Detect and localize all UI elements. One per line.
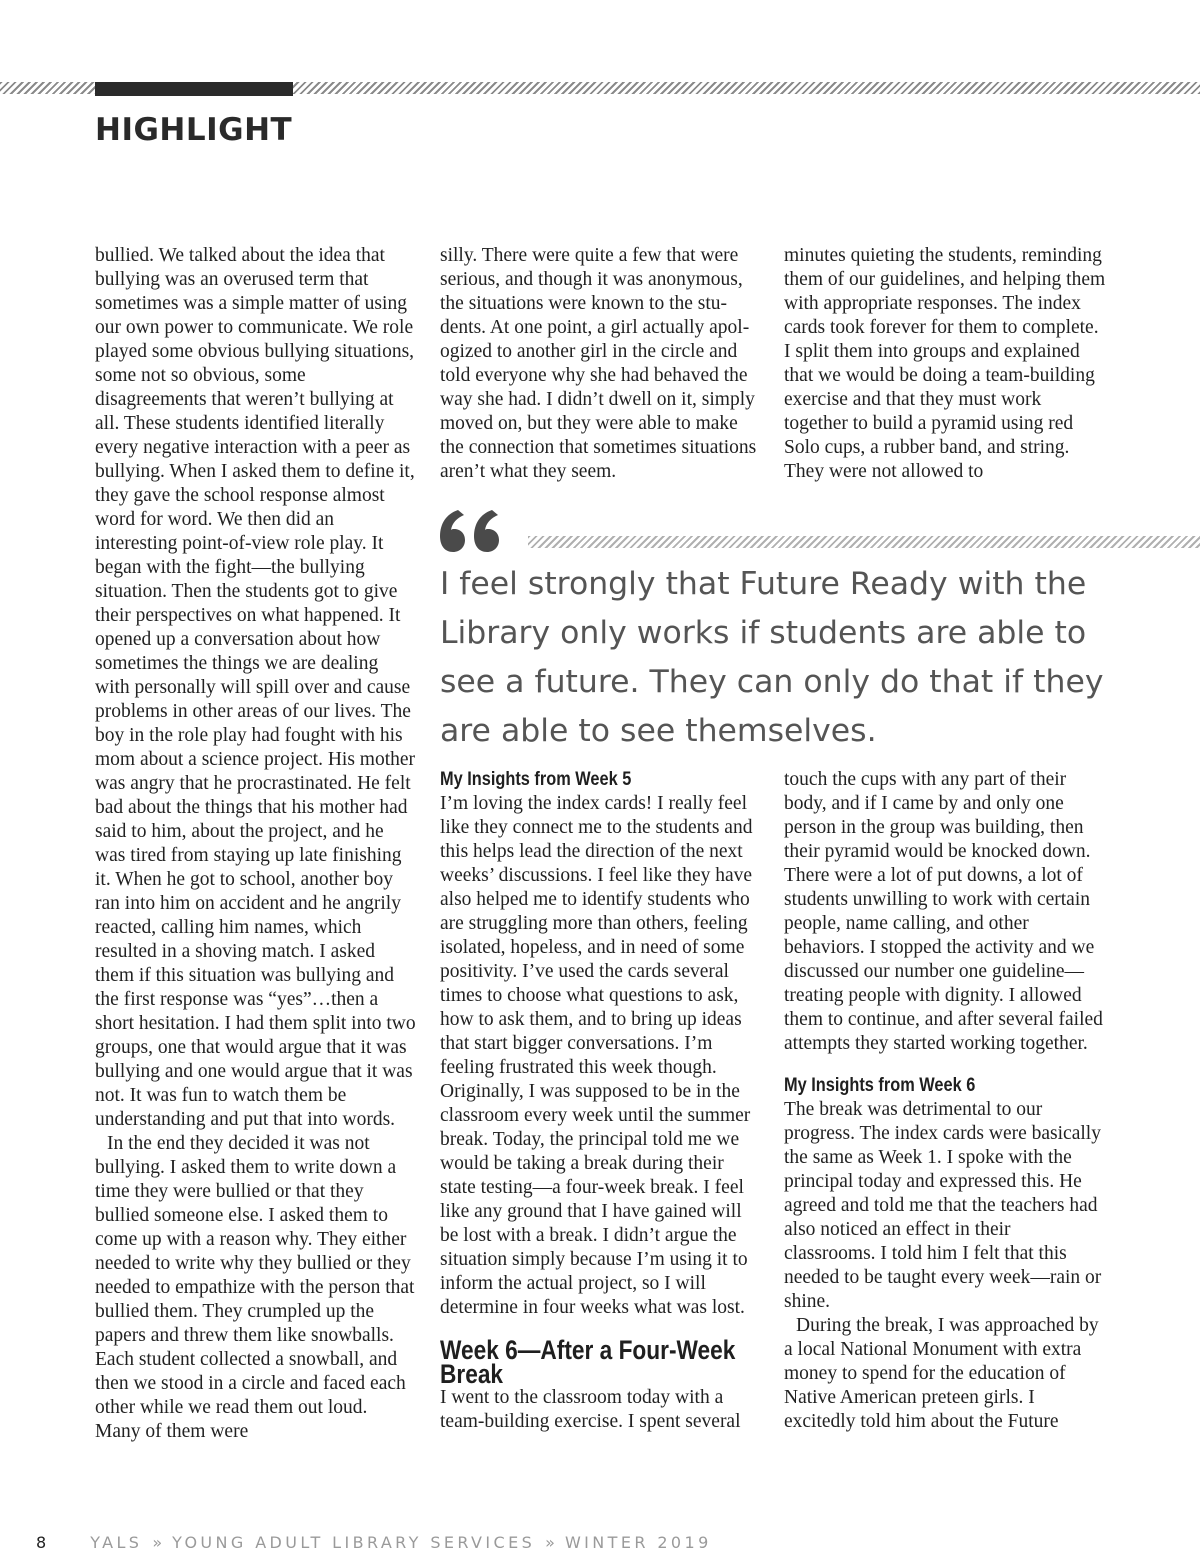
article-column-1 <box>95 244 417 1444</box>
article-paragraph: In the end they decided it was not bullying. I asked them to write down a time they were bullied or that they bullied someone else. I asked them to come up with a reason why. They either needed to write why they bullied or they needed to empathize with the person that bullied them. They crumpled up the papers and threw them like snowballs. Each student collected a snowball, and then we stood in a circle and faced each other while we read them out loud. Many of them were <box>95 1133 415 1442</box>
week6-insights-heading: My Insights from Week 6 <box>784 1075 976 1096</box>
week6-heading-line1: Week 6—After a Four-Week <box>440 1335 736 1365</box>
week6-section-heading <box>440 1335 736 1389</box>
quote-mark-icon <box>436 500 516 560</box>
article-column-3-bottom <box>784 768 1106 1434</box>
section-title: HIGHLIGHT <box>95 112 293 148</box>
week6-insights-body: The break was detrimental to our progress. The index cards were basically the same as Week 1. I spoke with the principal today and expressed this. He agreed and told me that the teachers had also noticed an effect in their classrooms. I told him I felt that this needed to be taught every week—rain or shine. <box>784 1099 1102 1312</box>
article-paragraph: During the break, I was approached by a local National Monument with extra money to spend for the education of Native American preteen girls. I excitedly told him about the Future <box>784 1315 1099 1432</box>
footer-issue: WINTER 2019 <box>564 1533 712 1552</box>
page-footer <box>36 1533 712 1552</box>
footer-separator: » <box>545 1533 555 1552</box>
footer-separator: » <box>152 1533 163 1552</box>
week6-section-body: I went to the classroom today with a team-building exercise. I spent several <box>440 1387 741 1432</box>
article-paragraph: touch the cups with any part of their body, and if I came by and only one person in the group was building, then their pyramid would be knocked down. There were a lot of put downs, a lot of students unwilling to work with certain people, name calling, and other behaviors. I stopped the activity and we discussed our number one guideline—treating people with dignity. I allowed them to continue, and after several failed attempts they started working together. <box>784 769 1103 1054</box>
article-column-2-top <box>440 244 762 484</box>
article-paragraph: silly. There were quite a few that were serious, and though it was anonymous, the situations were known to the students. At one point, a girl actually apologized to another girl in the circle and told everyone why she had behaved the way she had. I didn’t dwell on it, simply moved on, but they were able to make the connection that sometimes situations aren’t what they seem. <box>440 245 757 482</box>
page-number: 8 <box>36 1533 47 1552</box>
week5-insights-body: I’m loving the index cards! I really feel like they connect me to the students and this helps lead the direction of the next weeks’ discussions. I feel like they have also helped me to identify students who are struggling more than others, feeling isolated, hopeless, and in need of some positivity. I’ve used the cards several times to choose what questions to ask, how to ask them, and to bring up ideas that start bigger conversations. I’m feeling frustrated this week though. Originally, I was supposed to be in the classroom every week until the summer break. Today, the principal told me we would be taking a break during their state testing—a four-week break. I feel like any ground that I have gained will be lost with a break. I didn’t argue the situation simply because I’m using it to inform the actual project, so I will determine in four weeks what was lost. <box>440 793 753 1318</box>
footer-publication-short: YALS <box>90 1533 143 1552</box>
article-column-2-bottom <box>440 768 762 1434</box>
footer-publication-full: YOUNG ADULT LIBRARY SERVICES <box>172 1533 536 1552</box>
article-column-3-top <box>784 244 1106 484</box>
header-accent-bar <box>95 82 293 96</box>
week5-insights-heading: My Insights from Week 5 <box>440 769 632 790</box>
pull-quote-hatch-rule <box>528 536 1200 548</box>
pull-quote: I feel strongly that Future Ready with the Library only works if students are able to see a future. They can only do that if they are able to see themselves. <box>440 566 1104 749</box>
week6-heading-line2: Break <box>440 1359 504 1389</box>
article-paragraph: minutes quieting the students, reminding them of our guidelines, and helping them with appropriate responses. The index cards took forever for them to complete. I split them into groups and explained that we would be doing a team-building exercise and that they must work together to build a pyramid using red Solo cups, a rubber band, and string. They were not allowed to <box>784 245 1106 482</box>
article-paragraph: bullied. We talked about the idea that bullying was an overused term that sometimes was a simple matter of using our own power to communicate. We role played some obvious bullying situations, some not so obvious, some disagreements that weren’t bullying at all. These students identified literally every negative interaction with a peer as bullying. When I asked them to define it, they gave the school response almost word for word. We then did an interesting point-of-view role play. It began with the fight—the bullying situation. Then the students got to give their perspectives on what happened. It opened up a conversation about how sometimes the things we are dealing with personally will spill over and cause problems in other areas of our lives. The boy in the role play had fought with his mom about a science project. His mother was angry that he procrastinated. He felt bad about the things that his mother had said to him, about the project, and he was tired from staying up late finishing it. When he got to school, another boy ran into him on accident and he angrily reacted, calling him names, which resulted in a shoving match. I asked them if this situation was bullying and the first response was “yes”…then a short hesitation. I had them split into two groups, one that would argue that it was bullying and one would argue that it was not. It was fun to watch them be understanding and put that into words. <box>95 245 416 1130</box>
